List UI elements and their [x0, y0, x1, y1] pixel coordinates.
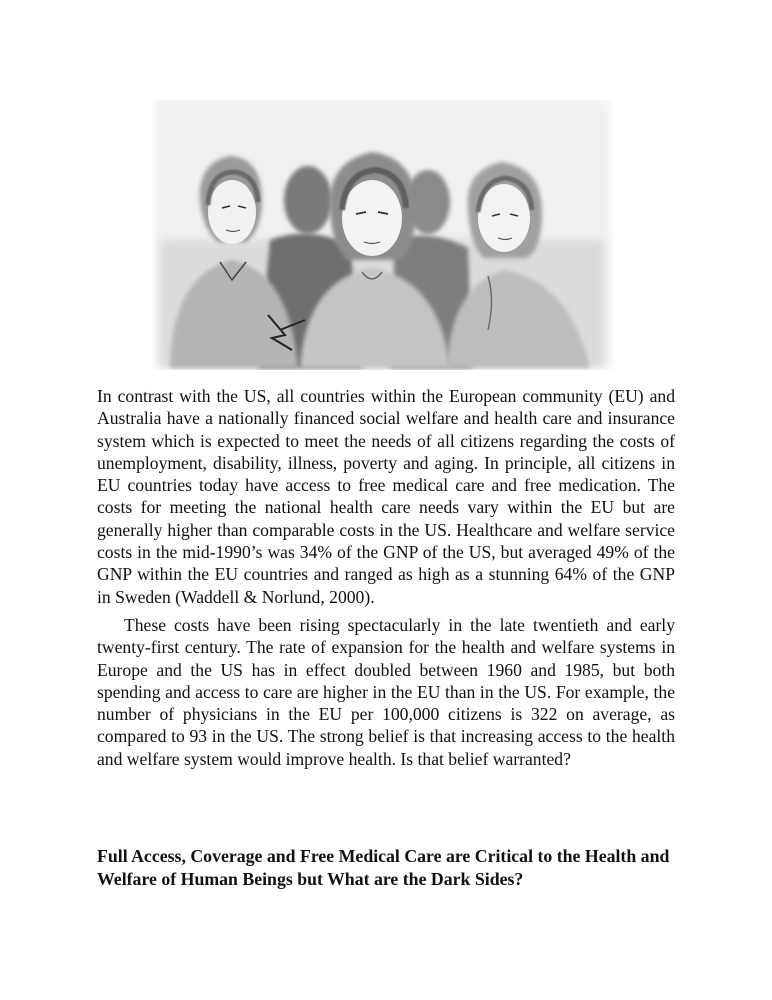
body-text — [97, 385, 675, 770]
people-sketch-illustration — [150, 100, 620, 370]
paragraph: These costs have been rising spectacularly in the late twentieth and early twenty-first century. The rate of expansion for the health and welfare systems in Europe and the US has in effect doubled between 1960 and 1985, but both spending and access to care are higher in the EU than in the US. For example, the number of physicians in the EU per 100,000 citizens is 322 on average, as compared to 93 in the US. The strong belief is that increasing access to the health and welfare system would improve health. Is that belief warranted? — [97, 614, 675, 769]
section-heading: Full Access, Coverage and Free Medical Care are Critical to the Health and Welfare of Human Beings but What are the Dark Sides? — [97, 846, 670, 889]
paragraph: In contrast with the US, all countries within the European community (EU) and Australia have a nationally financed social welfare and health care and insurance system which is expected to meet the needs of all citizens regarding the costs of unemployment, disability, illness, poverty and aging. In principle, all citizens in EU countries today have access to free medical care and free medication. The costs for meeting the national health care needs vary within the EU but are generally higher than comparable costs in the US. Healthcare and welfare service costs in the mid-1990’s was 34% of the GNP of the US, but averaged 49% of the GNP within the EU countries and ranged as high as a stunning 64% of the GNP in Sweden (Waddell & Norlund, 2000). — [97, 386, 675, 607]
